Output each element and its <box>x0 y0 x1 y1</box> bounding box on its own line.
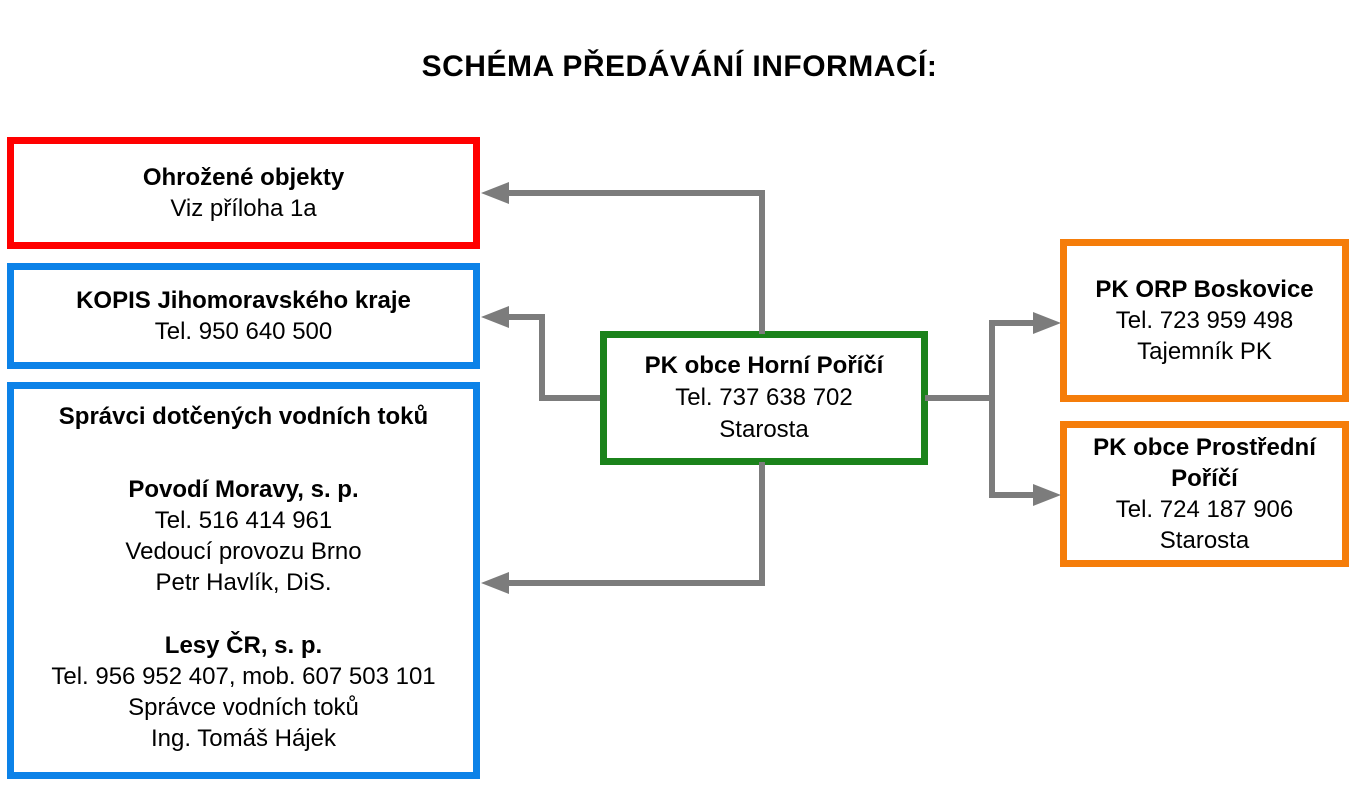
connector-right-stub <box>925 395 992 401</box>
connector-to-pk-orp-horizontal <box>992 320 1034 326</box>
connector-to-ohrozene-horizontal <box>502 190 765 196</box>
connector-right-vertical <box>989 320 995 498</box>
contact-lesy-name: Lesy ČR, s. p. <box>164 632 323 659</box>
contact-lesy-cr <box>14 630 473 754</box>
box-ohrozene-title: Ohrožené objekty <box>142 164 345 191</box>
box-pk-obce-horni-porici <box>600 331 928 465</box>
box-kopis-title: KOPIS Jihomoravského kraje <box>76 287 411 314</box>
connector-to-prostredni-horizontal <box>992 492 1034 498</box>
box-pk-horni-role: Starosta <box>719 416 809 443</box>
box-prostredni-phone: Tel. 724 187 906 <box>1115 496 1294 523</box>
arrowhead-to-prostredni-icon <box>1033 484 1061 506</box>
contact-lesy-phone: Tel. 956 952 407, mob. 607 503 101 <box>51 663 436 690</box>
box-spravci-title: Správci dotčených vodních toků <box>58 403 429 430</box>
connector-to-spravci-horizontal <box>502 580 765 586</box>
box-pk-orp-phone: Tel. 723 959 498 <box>1115 307 1294 334</box>
contact-lesy-person: Ing. Tomáš Hájek <box>151 725 336 752</box>
contact-povodi-phone: Tel. 516 414 961 <box>154 507 333 534</box>
box-pk-horni-phone: Tel. 737 638 702 <box>675 384 853 411</box>
box-pk-orp-boskovice <box>1060 239 1349 402</box>
arrowhead-to-kopis-icon <box>481 306 509 328</box>
box-kopis <box>7 263 480 369</box>
connector-to-kopis-stub <box>539 395 600 401</box>
connector-to-ohrozene-vertical <box>759 190 765 334</box>
contact-povodi-name: Povodí Moravy, s. p. <box>128 476 359 503</box>
contact-povodi-moravy <box>14 474 473 598</box>
box-spravci-toku <box>7 382 480 779</box>
box-pk-horni-title: PK obce Horní Poříčí <box>644 352 884 379</box>
connector-to-spravci-vertical <box>759 462 765 586</box>
box-kopis-phone: Tel. 950 640 500 <box>154 318 333 345</box>
arrowhead-to-pk-orp-icon <box>1033 312 1061 334</box>
contact-lesy-role: Správce vodních toků <box>128 694 359 721</box>
box-ohrozene-subtitle: Viz příloha 1a <box>170 195 317 222</box>
contact-povodi-role: Vedoucí provozu Brno <box>125 538 362 565</box>
box-pk-orp-role: Tajemník PK <box>1137 338 1272 365</box>
diagram-title: SCHÉMA PŘEDÁVÁNÍ INFORMACÍ: <box>421 50 938 83</box>
box-ohrozene-objekty <box>7 137 480 249</box>
box-prostredni-title: PK obce Prostřední Poříčí <box>1093 434 1316 492</box>
box-pk-orp-title: PK ORP Boskovice <box>1095 276 1314 303</box>
connector-to-kopis-vertical <box>539 314 545 401</box>
box-prostredni-role: Starosta <box>1159 527 1250 554</box>
arrowhead-to-ohrozene-icon <box>481 182 509 204</box>
contact-povodi-person: Petr Havlík, DiS. <box>155 569 332 596</box>
box-pk-obce-prostredni-porici <box>1060 421 1349 567</box>
arrowhead-to-spravci-icon <box>481 572 509 594</box>
